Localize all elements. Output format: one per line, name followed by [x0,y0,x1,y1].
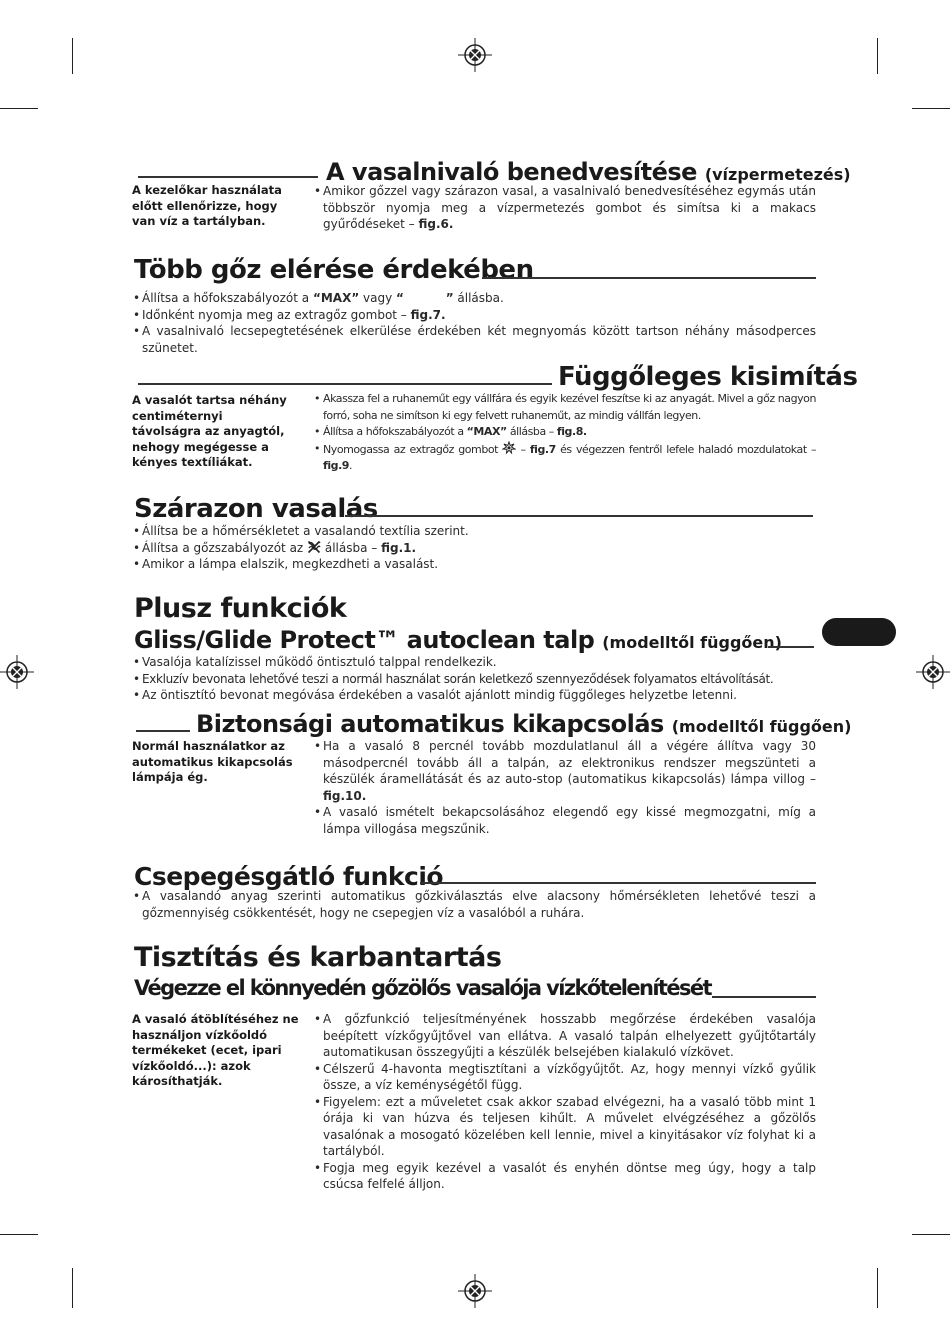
side-note: Normál használatkor az automatikus kikapcsolás lámpája ég. [132,739,293,784]
item-text: A vasalnivaló lecsepegtetésének elkerülése érdekében két megnyomás között tartson néhány másodperces szünetet. [142,324,816,355]
item-text: Állítsa a hőfokszabályozót a [323,425,467,438]
item-text: Állítsa a hőfokszabályozót a [142,291,313,305]
item-text: Amikor a lámpa elalszik, megkezdheti a vasalást. [142,557,439,571]
list-item [314,391,816,424]
item-text: Célszerű 4-havonta megtisztítani a vízkőgyűjtőt. Az, hogy mennyi vízkő gyűlik össze, a víz keménységétől függ. [323,1061,816,1092]
heading-rule [768,646,814,648]
item-text: Nyomogassa az extragőz gombot [323,442,503,456]
heading-rule [138,383,552,385]
item-text: A vasaló ismételt bekapcsolásához elegendő egy kissé megmozgatni, míg a lámpa villogása megszűnik. [323,805,816,836]
fig-ref: fig.7. [410,307,446,322]
heading-text: Gliss/Glide Protect™ autoclean talp [134,626,595,654]
crop-mark [0,108,38,109]
list-item [133,556,816,573]
heading-rule [345,515,813,517]
section-heading: Csepegésgátló funkció [134,862,444,891]
fig-ref: fig.10. [323,788,367,803]
fig-ref: fig.8. [556,425,587,438]
item-text: A vasalandó anyag szerinti automatikus gőzkiválasztás elve alacsony hőmérsékleten lehetővé teszi a gőzmennyiség csökkentését, hogy ne csepegjen víz a vasalóból a ruhára. [142,889,816,920]
list-item [314,424,816,441]
list-item [314,441,816,475]
crop-mark [72,38,73,74]
crop-mark [912,1234,950,1235]
heading-text: Biztonsági automatikus kikapcsolás [196,710,664,738]
registration-mark-icon [916,655,950,689]
heading-rule [482,277,816,279]
subsection-heading [134,626,782,654]
list-item [133,290,816,307]
list-item [133,654,823,671]
item-text: állásba – [321,540,382,555]
item-text: Ha a vasaló 8 percnél tovább mozdulatlanul áll a végére állítva vagy 30 másodpercnél tovább áll a talpán, az elektronikus rendszer megszünteti a készülék áramellátását és az auto-stop (automatikus kikapcsolás) lámpa villog – [323,739,816,786]
section-heading: Függőleges kisimítás [558,362,858,392]
heading-text: A vasalnivaló benedvesítése [326,158,697,186]
list-item [133,323,816,356]
item-text: – [516,442,530,456]
fig-ref: fig.7 [529,442,556,456]
heading-subtitle: (modelltől függően) [671,717,852,736]
language-tab-marker [822,618,896,646]
subsection-heading: Végezze el könnyedén gőzölős vasalója vízkőtelenítését [134,976,711,1000]
item-text: Állítsa be a hőmérsékletet a vasalandó textília szerint. [142,524,469,538]
section-heading: Plusz funkciók [134,593,347,624]
list-item [314,738,816,804]
list-item [314,1094,816,1160]
list-item [133,687,823,704]
bullet-list [314,738,816,837]
bullet-list [133,654,823,704]
item-text: Az öntisztító bevonat megóvása érdekében a vasalót ajánlott mindig függőleges helyzetbe letenni. [142,688,737,702]
side-note: A vasalót tartsa néhány centiméternyi távolságra az anyagtól, nehogy megégesse a kényes textíliákat. [132,393,287,469]
crop-mark [877,1268,878,1308]
list-item [133,307,816,324]
item-text: Exkluzív bevonata lehetővé teszi a normál használat során keletkező szennyeződések folyamatos eltávolítását. [142,671,774,686]
fig-ref: fig.9 [323,459,350,472]
bullet-list [314,183,816,233]
fig-ref: fig.1. [381,540,417,555]
side-note: A kezelőkar használata előtt ellenőrizze, hogy van víz a tartályban. [132,183,282,228]
item-text: Figyelem: ezt a műveletet csak akkor szabad elvégezni, ha a vasaló több mint 1 órája ki van húzva és teljesen kihűlt. A művelet elvégzéséhez a gőzölős vasalónak a mosogató közelében kell lennie, mivel a kinyitásakor víz folyhat ki a tartályból. [323,1094,816,1158]
heading-subtitle: (vízpermetezés) [704,165,851,184]
registration-mark-icon [458,1274,492,1308]
setting-value: “ ” [396,291,454,305]
item-text: Állítsa a gőzszabályozót az [142,540,308,555]
registration-mark-icon [458,38,492,72]
bullet-list [133,888,816,921]
list-item [314,804,816,837]
setting-value: “MAX” [312,291,360,305]
item-text: Fogja meg egyik kezével a vasalót és enyhén döntse meg úgy, hogy a talp csúcsa felfelé álljon. [323,1160,816,1191]
item-text: Vasalója katalízissel működő öntisztuló talppal rendelkezik. [142,655,497,669]
registration-mark-icon [0,655,34,689]
item-text: vagy [359,291,397,305]
item-text: . [349,459,353,472]
list-item [314,1061,816,1094]
list-item [314,1160,816,1193]
crop-mark [912,108,950,109]
section-heading: Szárazon vasalás [134,494,378,524]
heading-subtitle: (modelltől függően) [602,633,782,652]
bullet-list [133,290,816,356]
item-text: A gőzfunkció teljesítményének hosszabb megőrzése érdekében vasalója beépített vízkőgyűjtővel van ellátva. A vasaló talpán elhelyezett gyűjtőtartály automatikusan összegyűjti a készülék belsejében kialakuló vízkövet. [323,1012,816,1059]
crop-mark [877,38,878,74]
list-item [133,671,823,688]
crop-mark [72,1268,73,1308]
steam-burst-icon [502,441,516,455]
item-text: állásba. [453,291,504,305]
item-text: állásba – [506,425,557,438]
heading-rule [136,730,190,732]
dry-iron-no-steam-icon [307,540,321,554]
heading-rule [420,882,816,884]
list-item [133,540,816,557]
list-item [314,1011,816,1061]
fig-ref: fig.6. [418,217,454,231]
bullet-list [133,523,816,573]
list-item [133,888,816,921]
section-heading [196,710,851,738]
section-heading [326,158,851,186]
list-item [314,183,816,233]
crop-mark [0,1234,38,1235]
item-text: Akassza fel a ruhaneműt egy vállfára és egyik kezével feszítse ki az anyagát. Mivel a gőz nagyon forró, soha ne simítson ki egy felvett ruhaneműt, az mindig vállfán legyen. [323,392,816,422]
item-text: Amikor gőzzel vagy szárazon vasal, a vasalnivaló benedvesítéséhez egymás után többször nyomja meg a vízpermetezés gombot és simítsa ki a makacs gyűrődéseket – [323,184,816,231]
section-heading: Több gőz elérése érdekében [134,255,534,285]
bullet-list [314,1011,816,1193]
bullet-list [314,391,816,475]
list-item [133,523,816,540]
item-text: és végezzen fentről lefele haladó mozdulatokat – [555,442,816,456]
section-heading: Tisztítás és karbantartás [134,942,502,973]
heading-rule [712,996,816,998]
setting-value: “MAX” [466,425,507,438]
heading-rule [138,176,318,178]
item-text: Időnként nyomja meg az extragőz gombot – [142,307,411,322]
side-note: A vasaló átöblítéséhez ne használjon vízkőoldó termékeket (ecet, ipari vízkőoldó...): azok károsíthatják. [132,1012,299,1088]
